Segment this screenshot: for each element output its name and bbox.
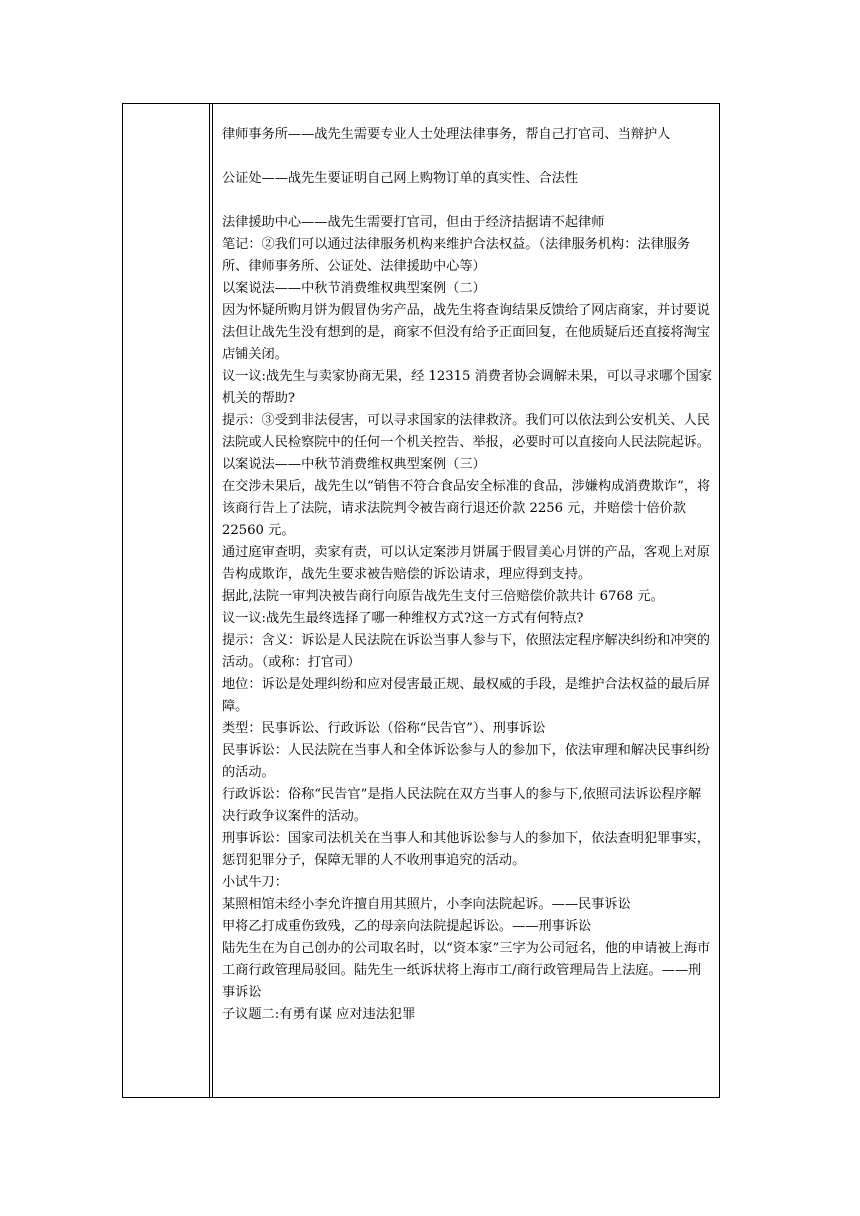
note-line: 笔记：②我们可以通过法律服务机构来维护合法权益。（法律服务机构：法律服务所、律师事务所、公证处、法律援助中心等） xyxy=(222,237,691,274)
text-line: 律师事务所——战先生需要专业人士处理法律事务，帮自己打官司、当辩护人 xyxy=(222,127,671,142)
text-line: 通过庭审查明，卖家有责，可以认定案涉月饼属于假冒美心月饼的产品，客观上对原告构成欺诈，战先生要求被告赔偿的诉讼请求，理应得到支持。 xyxy=(222,545,710,582)
text-line: 据此,法院一审判决被告商行向原告战先生支付三倍赔偿价款共计 6768 元。 xyxy=(222,589,664,604)
hint-line: 提示：含义：诉讼是人民法院在诉讼当事人参与下，依照法定程序解决纠纷和冲突的活动。（或称：打官司） xyxy=(222,633,710,670)
text-line: 在交涉未果后，战先生以“销售不符合食品安全标准的食品，涉嫌构成消费欺诈”，将该商行告上了法院，请求法院判令被告商行退还价款 2256 元，并赔偿十倍价款 22560 元。 xyxy=(222,479,711,538)
text-line: 公证处——战先生要证明自己网上购物订单的真实性、合法性 xyxy=(222,171,579,186)
text-line: 因为怀疑所购月饼为假冒伪劣产品，战先生将查询结果反馈给了网店商家，并讨要说法但让战先生没有想到的是，商家不但没有给予正面回复，在他质疑后还直接将淘宝店铺关闭。 xyxy=(222,303,710,362)
subtopic-heading: 子议题二:有勇有谋 应对违法犯罪 xyxy=(222,1007,416,1022)
lesson-table xyxy=(122,103,720,1098)
text-line: 刑事诉讼：国家司法机关在当事人和其他诉讼参与人的参加下，依法查明犯罪事实，惩罚犯罪分子，保障无罪的人不收刑事追究的活动。 xyxy=(222,831,710,868)
text-line: 法律援助中心——战先生需要打官司，但由于经济拮据请不起律师 xyxy=(222,215,605,230)
text-line: 行政诉讼：俗称“民告官”是指人民法院在双方当事人的参与下,依照司法诉讼程序解决行政争议案件的活动。 xyxy=(222,787,702,824)
text-line: 类型：民事诉讼、行政诉讼（俗称“民告官”）、刑事诉讼 xyxy=(222,721,546,736)
text-line: 地位：诉讼是处理纠纷和应对侵害最正规、最权威的手段，是维护合法权益的最后屏障。 xyxy=(222,677,710,714)
lesson-content xyxy=(222,124,714,1026)
discussion-line: 议一议:战先生与卖家协商无果，经 12315 消费者协会调解未果，可以寻求哪个国家机关的帮助? xyxy=(222,369,712,406)
exercise-item: 陆先生在为自己创办的公司取名时，以“资本家”三字为公司冠名，他的申请被上海市工商行政管理局驳回。陆先生一纸诉状将上海市工/商行政管理局告上法庭。——刑事诉讼 xyxy=(222,941,711,1000)
case-heading: 以案说法——中秋节消费维权典型案例（二） xyxy=(222,281,486,296)
discussion-line: 议一议:战先生最终选择了哪一种维权方式?这一方式有何特点? xyxy=(222,611,584,626)
exercise-item: 某照相馆未经小李允许擅自用其照片，小李向法院起诉。——民事诉讼 xyxy=(222,897,631,912)
column-divider-inner xyxy=(212,104,213,1097)
column-divider xyxy=(209,104,210,1097)
hint-line: 提示：③受到非法侵害，可以寻求国家的法律救济。我们可以依法到公安机关、人民法院或人民检察院中的任何一个机关控告、举报，必要时可以直接向人民法院起诉。 xyxy=(222,413,710,450)
exercise-heading: 小试牛刀： xyxy=(222,875,288,890)
exercise-item: 甲将乙打成重伤致残，乙的母亲向法院提起诉讼。——刑事诉讼 xyxy=(222,919,592,934)
text-line: 民事诉讼：人民法院在当事人和全体诉讼参与人的参加下，依法审理和解决民事纠纷的活动。 xyxy=(222,743,710,780)
case-heading: 以案说法——中秋节消费维权典型案例（三） xyxy=(222,457,486,472)
